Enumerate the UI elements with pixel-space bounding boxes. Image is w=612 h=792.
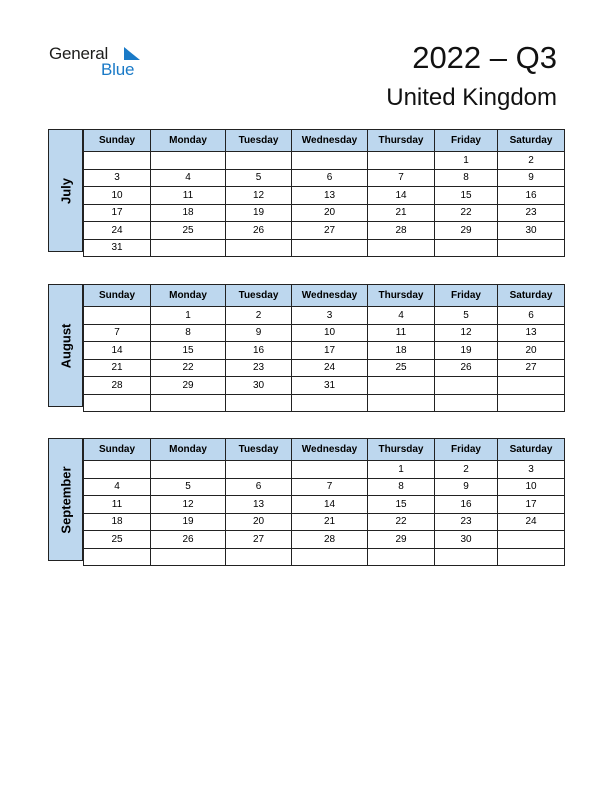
day-cell <box>84 152 151 170</box>
day-cell: 18 <box>151 204 226 222</box>
week-row <box>84 478 565 496</box>
day-cell: 5 <box>151 478 226 496</box>
day-cell: 7 <box>84 324 151 342</box>
day-cell: 2 <box>435 461 498 479</box>
day-cell: 14 <box>368 187 435 205</box>
day-cell: 18 <box>368 342 435 360</box>
day-cell: 26 <box>226 222 292 240</box>
day-cell: 30 <box>226 377 292 395</box>
logo-text-blue: Blue <box>101 60 135 79</box>
weekday-header: Friday <box>435 130 498 152</box>
day-cell <box>292 394 368 412</box>
day-cell: 29 <box>151 377 226 395</box>
day-cell <box>498 377 565 395</box>
month-label <box>48 438 83 561</box>
day-cell: 2 <box>498 152 565 170</box>
day-cell: 8 <box>368 478 435 496</box>
day-cell <box>226 548 292 566</box>
page-title: 2022 – Q3 <box>412 40 557 75</box>
day-cell <box>226 239 292 257</box>
day-cell: 7 <box>292 478 368 496</box>
day-cell: 28 <box>84 377 151 395</box>
month-calendar-1 <box>48 284 564 407</box>
month-grid <box>83 438 565 566</box>
day-cell: 15 <box>368 496 435 514</box>
day-cell <box>498 531 565 549</box>
day-cell: 10 <box>498 478 565 496</box>
day-cell: 26 <box>151 531 226 549</box>
day-cell <box>292 239 368 257</box>
day-cell <box>292 548 368 566</box>
day-cell: 4 <box>84 478 151 496</box>
day-cell: 1 <box>151 307 226 325</box>
day-cell: 13 <box>292 187 368 205</box>
weekday-header: Monday <box>151 285 226 307</box>
week-row <box>84 359 565 377</box>
day-cell: 10 <box>292 324 368 342</box>
month-name: September <box>58 465 73 534</box>
day-cell: 3 <box>292 307 368 325</box>
day-cell: 23 <box>498 204 565 222</box>
day-cell: 22 <box>368 513 435 531</box>
day-cell: 27 <box>292 222 368 240</box>
day-cell: 17 <box>292 342 368 360</box>
day-cell <box>435 548 498 566</box>
day-cell <box>84 461 151 479</box>
day-cell: 1 <box>368 461 435 479</box>
day-cell: 17 <box>498 496 565 514</box>
day-cell: 12 <box>435 324 498 342</box>
day-cell <box>368 394 435 412</box>
day-cell: 24 <box>84 222 151 240</box>
day-cell: 8 <box>151 324 226 342</box>
weekday-header: Saturday <box>498 130 565 152</box>
day-cell: 21 <box>368 204 435 222</box>
weekday-header: Sunday <box>84 285 151 307</box>
weekday-header: Thursday <box>368 285 435 307</box>
day-cell: 21 <box>84 359 151 377</box>
day-cell: 16 <box>498 187 565 205</box>
day-cell: 23 <box>226 359 292 377</box>
day-cell: 4 <box>151 169 226 187</box>
weekday-header: Tuesday <box>226 439 292 461</box>
weekday-header: Monday <box>151 130 226 152</box>
day-cell <box>292 152 368 170</box>
day-cell: 11 <box>368 324 435 342</box>
day-cell <box>226 461 292 479</box>
day-cell: 7 <box>368 169 435 187</box>
day-cell: 19 <box>435 342 498 360</box>
week-row <box>84 342 565 360</box>
weekday-header: Saturday <box>498 285 565 307</box>
day-cell: 31 <box>84 239 151 257</box>
day-cell: 16 <box>226 342 292 360</box>
day-cell: 24 <box>292 359 368 377</box>
weekday-header-row <box>84 285 565 307</box>
weekday-header: Monday <box>151 439 226 461</box>
day-cell: 19 <box>226 204 292 222</box>
day-cell: 25 <box>84 531 151 549</box>
day-cell <box>151 394 226 412</box>
day-cell: 24 <box>498 513 565 531</box>
day-cell: 3 <box>498 461 565 479</box>
weekday-header: Friday <box>435 439 498 461</box>
day-cell <box>368 548 435 566</box>
week-row <box>84 461 565 479</box>
weekday-header: Wednesday <box>292 439 368 461</box>
month-calendar-2 <box>48 438 564 561</box>
week-row <box>84 324 565 342</box>
day-cell <box>84 394 151 412</box>
day-cell: 29 <box>435 222 498 240</box>
week-row <box>84 222 565 240</box>
day-cell: 8 <box>435 169 498 187</box>
day-cell <box>151 461 226 479</box>
day-cell: 4 <box>368 307 435 325</box>
day-cell: 20 <box>292 204 368 222</box>
week-row <box>84 307 565 325</box>
day-cell: 14 <box>292 496 368 514</box>
day-cell: 11 <box>84 496 151 514</box>
day-cell: 3 <box>84 169 151 187</box>
weekday-header: Wednesday <box>292 130 368 152</box>
day-cell: 13 <box>498 324 565 342</box>
day-cell <box>435 239 498 257</box>
day-cell: 5 <box>226 169 292 187</box>
day-cell <box>292 461 368 479</box>
week-row <box>84 531 565 549</box>
month-label <box>48 284 83 407</box>
week-row <box>84 377 565 395</box>
day-cell: 5 <box>435 307 498 325</box>
day-cell: 28 <box>292 531 368 549</box>
generalblue-logo <box>49 44 149 84</box>
day-cell <box>151 548 226 566</box>
day-cell: 20 <box>226 513 292 531</box>
month-name: July <box>58 177 73 204</box>
day-cell: 15 <box>435 187 498 205</box>
weekday-header-row <box>84 130 565 152</box>
week-row <box>84 169 565 187</box>
week-row <box>84 187 565 205</box>
day-cell: 18 <box>84 513 151 531</box>
week-row <box>84 513 565 531</box>
day-cell: 15 <box>151 342 226 360</box>
weekday-header: Saturday <box>498 439 565 461</box>
day-cell: 19 <box>151 513 226 531</box>
week-row <box>84 152 565 170</box>
day-cell: 25 <box>151 222 226 240</box>
day-cell <box>435 377 498 395</box>
day-cell: 17 <box>84 204 151 222</box>
day-cell: 2 <box>226 307 292 325</box>
month-calendar-0 <box>48 129 564 252</box>
day-cell: 27 <box>226 531 292 549</box>
day-cell <box>226 152 292 170</box>
day-cell: 10 <box>84 187 151 205</box>
day-cell <box>368 152 435 170</box>
day-cell: 14 <box>84 342 151 360</box>
day-cell: 20 <box>498 342 565 360</box>
day-cell: 25 <box>368 359 435 377</box>
day-cell <box>84 307 151 325</box>
day-cell: 12 <box>226 187 292 205</box>
day-cell: 6 <box>226 478 292 496</box>
weekday-header: Friday <box>435 285 498 307</box>
day-cell <box>151 152 226 170</box>
day-cell: 9 <box>226 324 292 342</box>
day-cell <box>368 377 435 395</box>
day-cell <box>498 548 565 566</box>
week-row <box>84 204 565 222</box>
day-cell <box>151 239 226 257</box>
logo-text-general: General <box>49 44 109 63</box>
week-row <box>84 239 565 257</box>
logo-flag-icon <box>124 47 140 60</box>
day-cell <box>498 239 565 257</box>
day-cell: 31 <box>292 377 368 395</box>
month-label <box>48 129 83 252</box>
day-cell: 6 <box>292 169 368 187</box>
weekday-header: Sunday <box>84 439 151 461</box>
day-cell <box>226 394 292 412</box>
day-cell: 13 <box>226 496 292 514</box>
day-cell: 16 <box>435 496 498 514</box>
month-grid <box>83 129 565 257</box>
day-cell: 22 <box>151 359 226 377</box>
day-cell: 11 <box>151 187 226 205</box>
day-cell: 1 <box>435 152 498 170</box>
day-cell <box>368 239 435 257</box>
weekday-header: Wednesday <box>292 285 368 307</box>
weekday-header: Thursday <box>368 439 435 461</box>
week-row <box>84 496 565 514</box>
day-cell: 9 <box>498 169 565 187</box>
weekday-header: Tuesday <box>226 285 292 307</box>
day-cell: 28 <box>368 222 435 240</box>
day-cell: 12 <box>151 496 226 514</box>
day-cell: 23 <box>435 513 498 531</box>
week-row <box>84 394 565 412</box>
weekday-header-row <box>84 439 565 461</box>
weekday-header: Sunday <box>84 130 151 152</box>
day-cell: 26 <box>435 359 498 377</box>
week-row <box>84 548 565 566</box>
day-cell: 22 <box>435 204 498 222</box>
day-cell: 27 <box>498 359 565 377</box>
day-cell <box>84 548 151 566</box>
day-cell <box>498 394 565 412</box>
month-grid <box>83 284 565 412</box>
day-cell: 21 <box>292 513 368 531</box>
country-subtitle: United Kingdom <box>386 84 557 111</box>
month-name: August <box>58 323 73 368</box>
day-cell: 29 <box>368 531 435 549</box>
day-cell: 6 <box>498 307 565 325</box>
weekday-header: Thursday <box>368 130 435 152</box>
day-cell: 30 <box>498 222 565 240</box>
day-cell: 30 <box>435 531 498 549</box>
day-cell <box>435 394 498 412</box>
weekday-header: Tuesday <box>226 130 292 152</box>
day-cell: 9 <box>435 478 498 496</box>
